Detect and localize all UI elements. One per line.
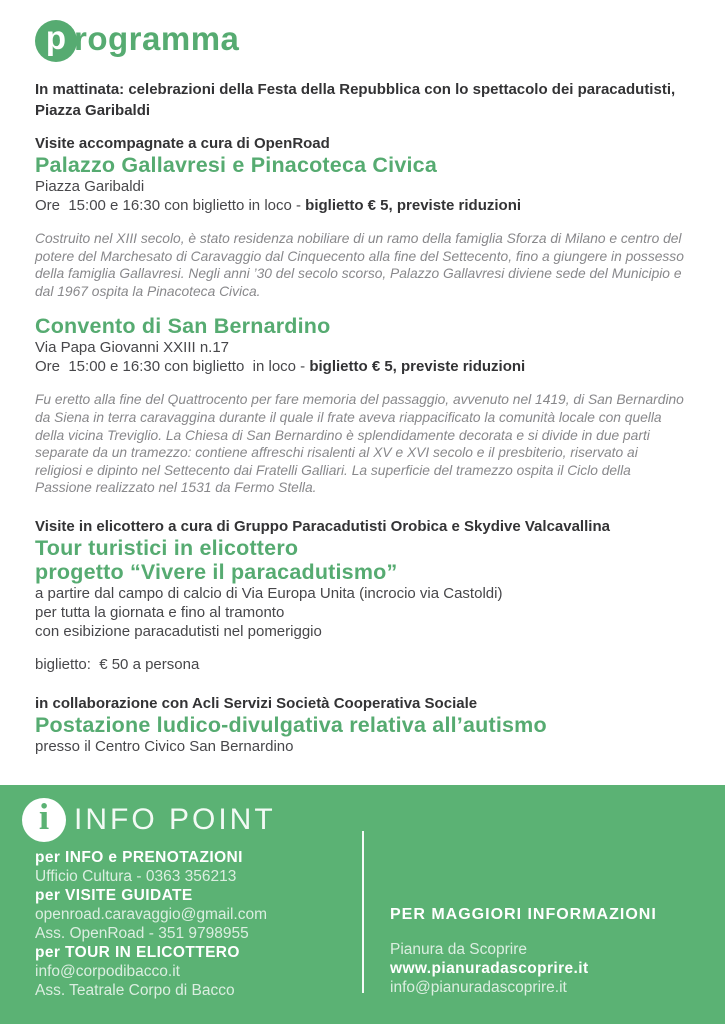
elicottero-title-line2: progetto “Vivere il paracadutismo” <box>35 559 398 584</box>
contact-info-phone: Ufficio Cultura - 0363 356213 <box>35 868 237 885</box>
contact-guide-email[interactable]: openroad.caravaggio@gmail.com <box>35 906 268 923</box>
contact-guide-heading: per VISITE GUIDATE <box>35 887 193 904</box>
convento-address: Via Papa Giovanni XXIII n.17 <box>35 339 230 357</box>
footer-contacts-right <box>390 905 657 997</box>
info-point-header <box>22 798 276 842</box>
convento-description: Fu eretto alla fine del Quattrocento per fare memoria del passaggio, avvenuto nel 1419, di San Bernardino da Siena in terra caravaggina durante il quale il frate aveva riappacificato la comunità locale con quella della vicina Treviglio. La Chiesa di San Bernardino è splendidamente decorata e si divide in due parti separate da un tramezzo: contiene affreschi risalenti al XV e XVI secolo e il presbiterio, riservato ai religiosi e dipinto nel Settecento dai Fratelli Galliari. La superficie del tramezzo ospita il Ciclo della Passione realizzato nel 1531 da Fermo Stella. <box>35 392 684 496</box>
more-info-website[interactable]: www.pianuradascoprire.it <box>390 960 589 977</box>
elicottero-lead: Visite in elicottero a cura di Gruppo Paracadutisti Orobica e Skydive Valcavallina <box>35 517 610 535</box>
footer-title: INFO POINT <box>74 803 276 836</box>
elicottero-line1: a partire dal campo di calcio di Via Europa Unita (incrocio via Castoldi) <box>35 584 503 602</box>
convento-hours-price: biglietto € 5, previste riduzioni <box>309 358 526 376</box>
palazzo-description: Costruito nel XIII secolo, è stato residenza nobiliare di un ramo della famiglia Sforza di Milano e centro del potere del Marchesato di Caravaggio dal Cinquecento alla fine del Settecento, fino a giungere in possesso della famiglia Gallavresi. Negli anni ’30 del secolo scorso, Palazzo Gallavresi diviene sede del Municipio e dal 1967 ospita la Pinacoteca Civica. <box>35 231 684 299</box>
info-icon-letter: i <box>38 796 50 838</box>
convento-hours <box>35 357 690 376</box>
palazzo-title: Palazzo Gallavresi e Pinacoteca Civica <box>35 153 437 177</box>
autismo-lead: in collaborazione con Acli Servizi Società Cooperativa Sociale <box>35 694 478 712</box>
elicottero-title-line1: Tour turistici in elicottero <box>35 535 299 560</box>
contact-guide-phone: Ass. OpenRoad - 351 9798955 <box>35 925 249 942</box>
palazzo-lead: Visite accompagnate a cura di OpenRoad <box>35 135 330 152</box>
convento-hours-regular: Ore 15:00 e 16:30 con biglietto in loco - <box>35 358 310 376</box>
contact-tour-email[interactable]: info@corpodibacco.it <box>35 963 180 980</box>
programma-logo <box>35 20 690 62</box>
more-info-org: Pianura da Scoprire <box>390 941 527 958</box>
logo-text: rogramma <box>74 20 240 57</box>
elicottero-line2: per tutta la giornata e fino al tramonto <box>35 603 285 621</box>
elicottero-ticket: biglietto: € 50 a persona <box>35 655 200 673</box>
logo-initial: p <box>45 19 67 56</box>
palazzo-hours-regular: Ore 15:00 e 16:30 con biglietto in loco - <box>35 197 306 214</box>
autismo-address: presso il Centro Civico San Bernardino <box>35 737 294 755</box>
footer-contacts-left <box>35 848 267 1000</box>
info-icon <box>22 798 66 842</box>
contact-info-heading: per INFO e PRENOTAZIONI <box>35 849 243 866</box>
intro-text: In mattinata: celebrazioni della Festa della Repubblica con lo spettacolo dei paracadutisti, Piazza Garibaldi <box>35 81 676 119</box>
contact-tour-heading: per TOUR IN ELICOTTERO <box>35 944 240 961</box>
footer-divider <box>362 831 364 993</box>
palazzo-address: Piazza Garibaldi <box>35 178 145 195</box>
logo-p-circle-icon <box>35 20 77 62</box>
palazzo-hours-price: biglietto € 5, previste riduzioni <box>305 197 522 214</box>
convento-title: Convento di San Bernardino <box>35 314 331 339</box>
palazzo-hours <box>35 196 690 215</box>
info-point-footer <box>0 785 725 1024</box>
more-info-email[interactable]: info@pianuradascoprire.it <box>390 979 567 996</box>
elicottero-line3: con esibizione paracadutisti nel pomeriggio <box>35 622 322 640</box>
autismo-title: Postazione ludico-divulgativa relativa all’autismo <box>35 712 547 737</box>
contact-tour-org: Ass. Teatrale Corpo di Bacco <box>35 982 235 999</box>
more-info-heading: PER MAGGIORI INFORMAZIONI <box>390 906 657 923</box>
